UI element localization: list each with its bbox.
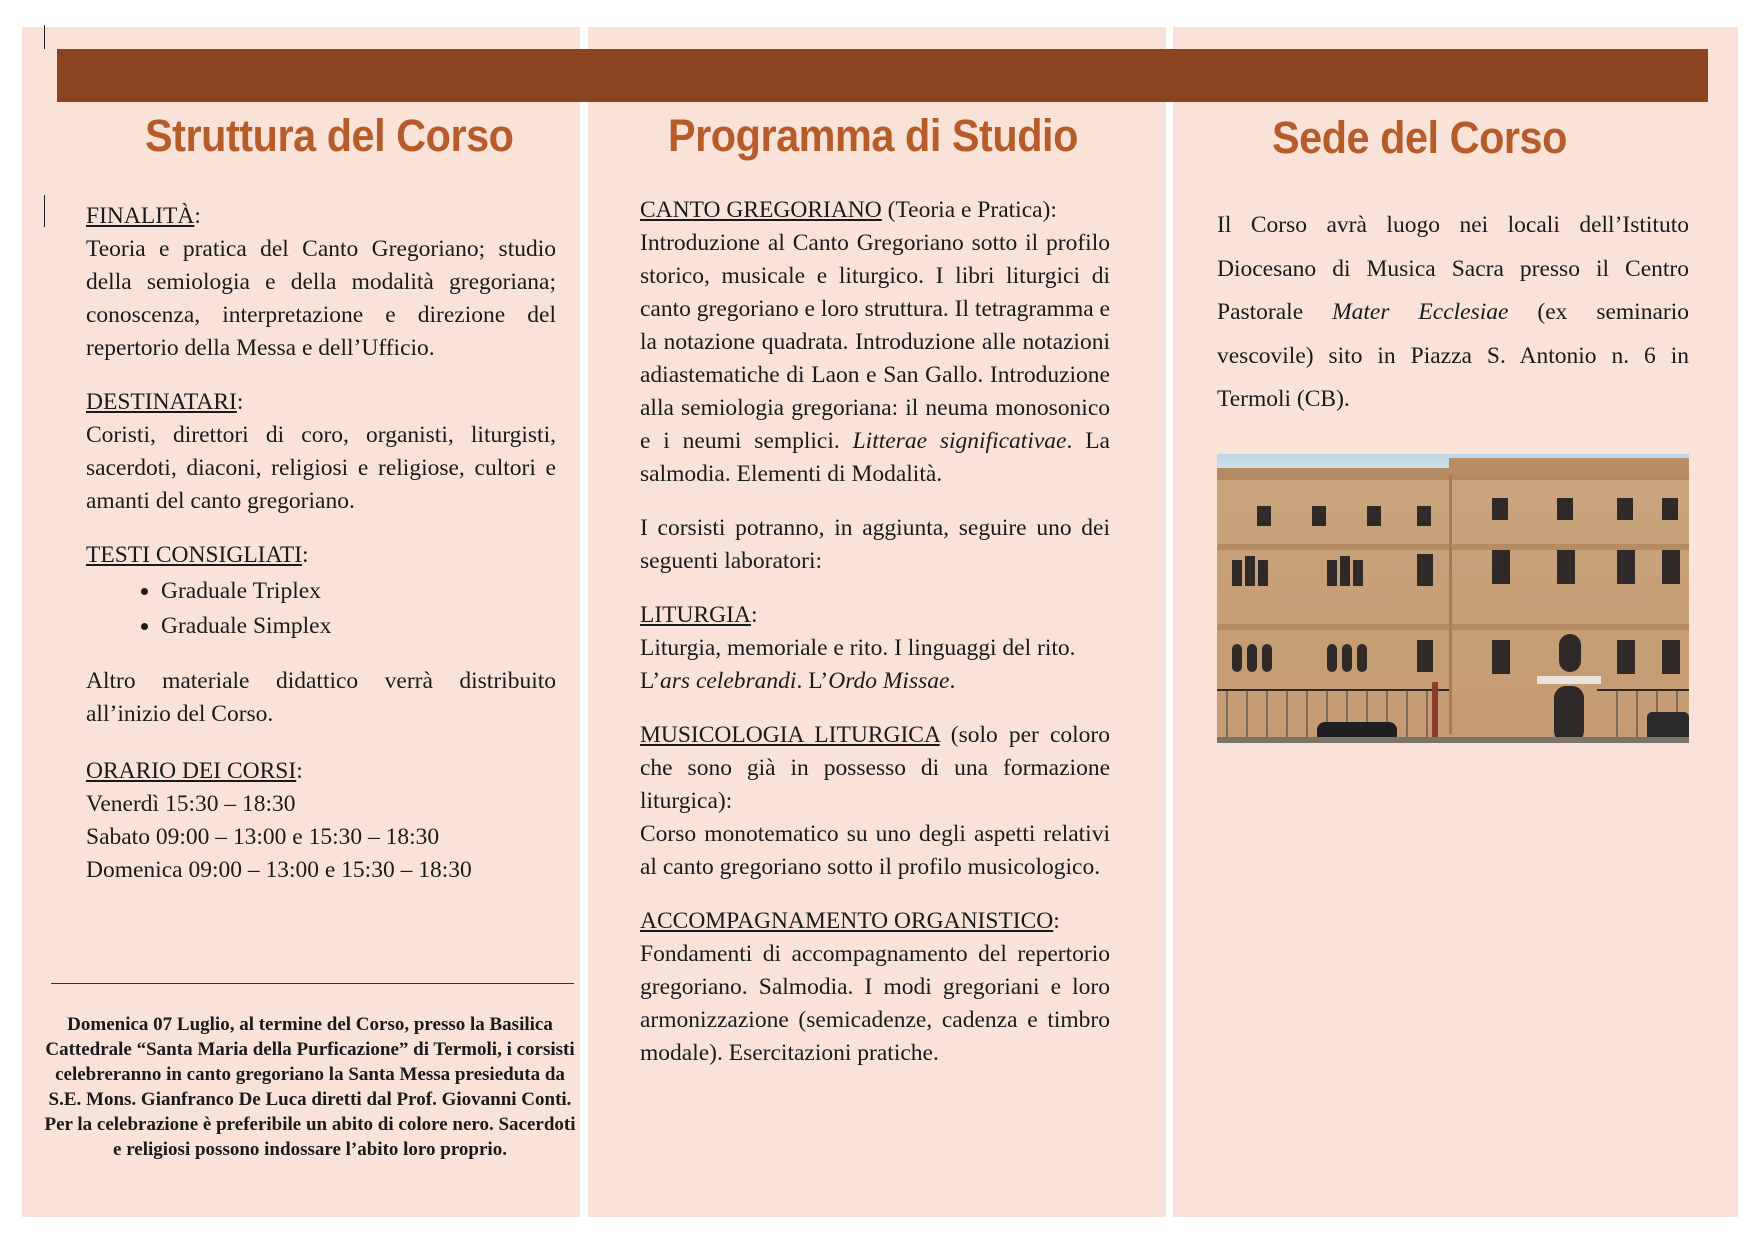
canto-text-part: . La salmodia. Elementi di Modalità. [640, 428, 1110, 487]
sede-text [1217, 204, 1689, 422]
canto-suffix: (Teoria e Pratica): [881, 197, 1057, 223]
text-cursor [44, 25, 45, 49]
musicologia-heading: MUSICOLOGIA LITURGICA [640, 722, 940, 748]
liturgia-text [640, 632, 1110, 698]
sede-italic: Mater Ecclesiae [1332, 299, 1509, 325]
text-cursor [44, 195, 45, 227]
liturgia-italic: ars celebrandi [660, 668, 797, 694]
col1-body: FINALITÀ: Teoria e pratica del Canto Gregoriano; studio della semiologia e della modalità gregoriana; conoscenza, interpretazione e direzione del repertorio della Messa e dell’Ufficio. DESTINATARI: Coristi, direttori di coro, organisti, liturgisti, sacerdoti, diaconi, religiosi e religiose, cultori e amanti del canto gregoriano. TESTI CONSIGLIATI: • Graduale Triplex • Graduale Simplex Altro materiale didattico verrà distribuito all’inizio del Corso. ORARIO DEI CORSI: Venerdì 15:30 – 18:30 Sabato 09:00 – 13:00 e 15:30 – 18:30 Domenica 09:00 – 13:00 e 15:30 – 18:30 [86, 200, 556, 887]
canto-italic: Litterae significativae [852, 428, 1067, 454]
materiale-text: Altro materiale didattico verrà distribuito all’inizio del Corso. [86, 668, 556, 727]
liturgia-heading: LITURGIA [640, 602, 751, 628]
canto-heading: CANTO GREGORIANO [640, 197, 882, 223]
accompagnamento-text: Fondamenti di accompagnamento del repertorio gregoriano. Salmodia. I modi gregoriani e loro armonizzazione (semicadenze, cadenza e timbro modale). Esercitazioni pratiche. [640, 941, 1110, 1066]
canto-text-part: Introduzione al Canto Gregoriano sotto il profilo storico, musicale e liturgico. I libri liturgici di canto gregoriano e loro struttura. Il tetragramma e la notazione quadrata. Introduzione alle notazioni adiastematiche di Laon e San Gallo. Introduzione alla semiologia gregoriana: il neuma monosonico e i neumi semplici. [640, 230, 1110, 454]
orario-heading: ORARIO DEI CORSI [86, 758, 297, 784]
orario-line: Venerdì 15:30 – 18:30 [86, 791, 296, 817]
sede-part: Il Corso avrà luogo nei locali dell’Istituto Diocesano di Musica Sacra presso il Centro Pastorale [1217, 212, 1689, 325]
testi-heading: TESTI CONSIGLIATI [86, 542, 303, 568]
liturgia-part: . L’ [796, 668, 829, 694]
finalita-heading: FINALITÀ [86, 203, 195, 229]
col2-body: CANTO GREGORIANO (Teoria e Pratica): Introduzione al Canto Gregoriano sotto il profilo storico, musicale e liturgico. I libri liturgici di canto gregoriano e loro struttura. Il tetragramma e la notazione quadrata. Introduzione alle notazioni adiastematiche di Laon e San Gallo. Introduzione alla semiologia gregoriana: il neuma monosonico e i neumi semplici. Litterae significativae. La salmodia. Elementi di Modalità. I corsisti potranno, in aggiunta, seguire uno dei seguenti laboratori: LITURGIA: Liturgia, memoriale e rito. I linguaggi del rito. L’ars celebrandi. L’Ordo Missae. MUSICOLOGIA LITURGICA (solo per coloro che sono già in possesso di una formazione liturgica): Corso monotematico su uno degli aspetti relativi al canto gregoriano sotto il profilo musicologico. ACCOMPAGNAMENTO ORGANISTICO: Fondamenti di accompagnamento del repertorio gregoriano. Salmodia. I modi gregoriani e loro armonizzazione (semicadenze, cadenza e timbro modale). Esercitazioni pratiche. [640, 194, 1110, 1070]
musicologia-suffix: (solo per coloro che sono già in possesso di una formazione liturgica): [640, 722, 1110, 814]
list-item: • Graduale Triplex [161, 574, 556, 609]
musicologia-text: Corso monotematico su uno degli aspetti relativi al canto gregoriano sotto il profilo musicologico. [640, 821, 1110, 880]
sede-part: (ex seminario vescovile) sito in Piazza S. Antonio n. 6 in Termoli (CB). [1217, 299, 1689, 412]
finalita-text: Teoria e pratica del Canto Gregoriano; studio della semiologia e della modalità gregoriana; conoscenza, interpretazione e direzione del repertorio della Messa e dell’Ufficio. [86, 236, 556, 361]
liturgia-part: Liturgia, memoriale e rito. I linguaggi del rito. L’ [640, 635, 1076, 694]
note-line: Per la celebrazione è preferibile un abito di colore nero. Sacerdoti e religiosi possono indossare l’abito loro proprio. [44, 1114, 576, 1160]
col2-title: Programma di Studio [668, 110, 1078, 161]
laboratori-intro: I corsisti potranno, in aggiunta, seguire uno dei seguenti laboratori: [640, 515, 1110, 574]
destinatari-heading: DESTINATARI [86, 389, 237, 415]
liturgia-italic: Ordo Missae [828, 668, 950, 694]
orario-line: Sabato 09:00 – 13:00 e 15:30 – 18:30 [86, 824, 440, 850]
list-item: • Graduale Simplex [161, 609, 556, 644]
divider [51, 983, 574, 984]
testi-list [86, 574, 556, 644]
canto-text [640, 227, 1110, 491]
building-photo [1217, 454, 1689, 743]
liturgia-part: . [949, 668, 956, 694]
col1-title: Struttura del Corso [145, 110, 514, 161]
orario-line: Domenica 09:00 – 13:00 e 15:30 – 18:30 [86, 857, 472, 883]
celebration-note [40, 1012, 580, 1162]
note-line: Domenica 07 Luglio, al termine del Corso, presso la Basilica Cattedrale “Santa Maria della Purficazione” di Termoli, i corsisti celebreranno in canto gregoriano la Santa Messa presieduta da S.E. Mons. Gianfranco De Luca diretti dal Prof. Giovanni Conti. [45, 1014, 575, 1110]
accompagnamento-heading: ACCOMPAGNAMENTO ORGANISTICO [640, 908, 1054, 934]
header-band [57, 49, 1708, 102]
col3-title: Sede del Corso [1272, 112, 1567, 163]
destinatari-text: Coristi, direttori di coro, organisti, liturgisti, sacerdoti, diaconi, religiosi e religiose, cultori e amanti del canto gregoriano. [86, 422, 556, 514]
